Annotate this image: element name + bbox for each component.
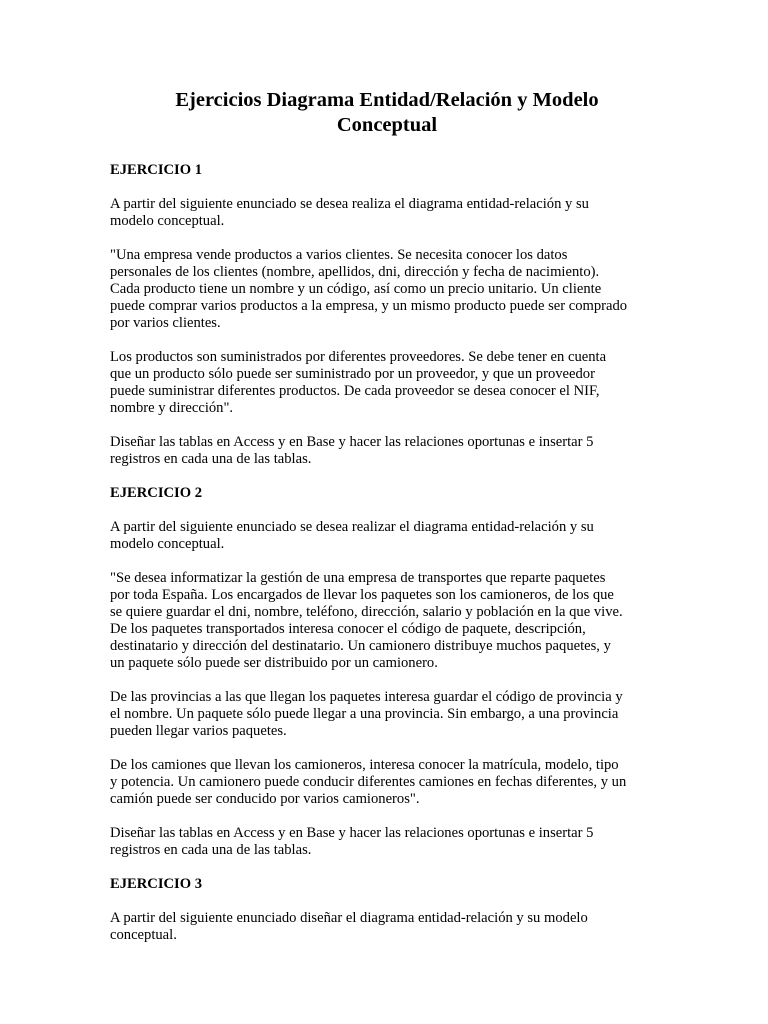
text-line: Los productos son suministrados por diferentes proveedores. Se debe tener en cuenta bbox=[110, 349, 607, 365]
text-line: A partir del siguiente enunciado diseñar el diagrama entidad-relación y su modelo bbox=[110, 910, 588, 926]
text-line: nombre y dirección". bbox=[110, 400, 234, 416]
exercise-heading: EJERCICIO 3 bbox=[110, 876, 203, 892]
text-line: Cada producto tiene un nombre y un código, así como un precio unitario. Un cliente bbox=[110, 281, 602, 297]
exercise-section bbox=[110, 485, 664, 859]
exercise-section bbox=[110, 876, 664, 944]
text-line: puede comprar varios productos a la empresa, y un mismo producto puede ser comprado bbox=[110, 298, 628, 314]
exercise-heading: EJERCICIO 1 bbox=[110, 162, 203, 178]
paragraph bbox=[110, 910, 664, 944]
text-line: Diseñar las tablas en Access y en Base y hacer las relaciones oportunas e insertar 5 bbox=[110, 825, 594, 841]
paragraph bbox=[110, 247, 664, 332]
text-line: modelo conceptual. bbox=[110, 536, 225, 552]
paragraph bbox=[110, 434, 664, 468]
text-line: "Una empresa vende productos a varios clientes. Se necesita conocer los datos bbox=[110, 247, 568, 263]
exercise-section bbox=[110, 162, 664, 468]
text-line: pueden llegar varios paquetes. bbox=[110, 723, 287, 739]
text-line: "Se desea informatizar la gestión de una empresa de transportes que reparte paquetes bbox=[110, 570, 606, 586]
title-line: Conceptual bbox=[336, 114, 438, 136]
text-line: De los paquetes transportados interesa conocer el código de paquete, descripción, bbox=[110, 621, 586, 637]
text-line: modelo conceptual. bbox=[110, 213, 225, 229]
paragraph bbox=[110, 570, 664, 672]
text-line: A partir del siguiente enunciado se desea realizar el diagrama entidad-relación y su bbox=[110, 519, 594, 535]
text-line: por varios clientes. bbox=[110, 315, 221, 331]
text-line: De los camiones que llevan los camioneros, interesa conocer la matrícula, modelo, tipo bbox=[110, 757, 619, 773]
paragraph bbox=[110, 689, 664, 740]
text-line: se quiere guardar el dni, nombre, teléfono, dirección, salario y población en la que vive. bbox=[110, 604, 623, 620]
title-line: Ejercicios Diagrama Entidad/Relación y Modelo bbox=[175, 89, 599, 111]
text-line: un paquete sólo puede ser distribuido por un camionero. bbox=[110, 655, 438, 671]
text-line: Diseñar las tablas en Access y en Base y hacer las relaciones oportunas e insertar 5 bbox=[110, 434, 594, 450]
text-line: puede suministrar diferentes productos. De cada proveedor se desea conocer el NIF, bbox=[110, 383, 600, 399]
paragraph bbox=[110, 825, 664, 859]
text-line: registros en cada una de las tablas. bbox=[110, 451, 312, 467]
text-line: destinatario y dirección del destinatario. Un camionero distribuye muchos paquetes, y bbox=[110, 638, 611, 654]
paragraph bbox=[110, 757, 664, 808]
text-line: personales de los clientes (nombre, apellidos, dni, dirección y fecha de nacimiento). bbox=[110, 264, 600, 280]
text-line: el nombre. Un paquete sólo puede llegar a una provincia. Sin embargo, a una provincia bbox=[110, 706, 619, 722]
text-line: y potencia. Un camionero puede conducir diferentes camiones en fechas diferentes, y un bbox=[110, 774, 627, 790]
text-line: A partir del siguiente enunciado se desea realiza el diagrama entidad-relación y su bbox=[110, 196, 589, 212]
text-line: que un producto sólo puede ser suministrado por un proveedor, y que un proveedor bbox=[110, 366, 595, 382]
text-line: camión puede ser conducido por varios camioneros". bbox=[110, 791, 420, 807]
document-body bbox=[110, 162, 664, 944]
text-line: conceptual. bbox=[110, 927, 177, 943]
text-line: por toda España. Los encargados de llevar los paquetes son los camioneros, de los que bbox=[110, 587, 614, 603]
paragraph bbox=[110, 519, 664, 553]
paragraph bbox=[110, 349, 664, 417]
text-line: registros en cada una de las tablas. bbox=[110, 842, 312, 858]
exercise-heading: EJERCICIO 2 bbox=[110, 485, 203, 501]
text-line: De las provincias a las que llegan los paquetes interesa guardar el código de provincia y bbox=[110, 689, 623, 705]
page-title bbox=[110, 88, 664, 138]
paragraph bbox=[110, 196, 664, 230]
